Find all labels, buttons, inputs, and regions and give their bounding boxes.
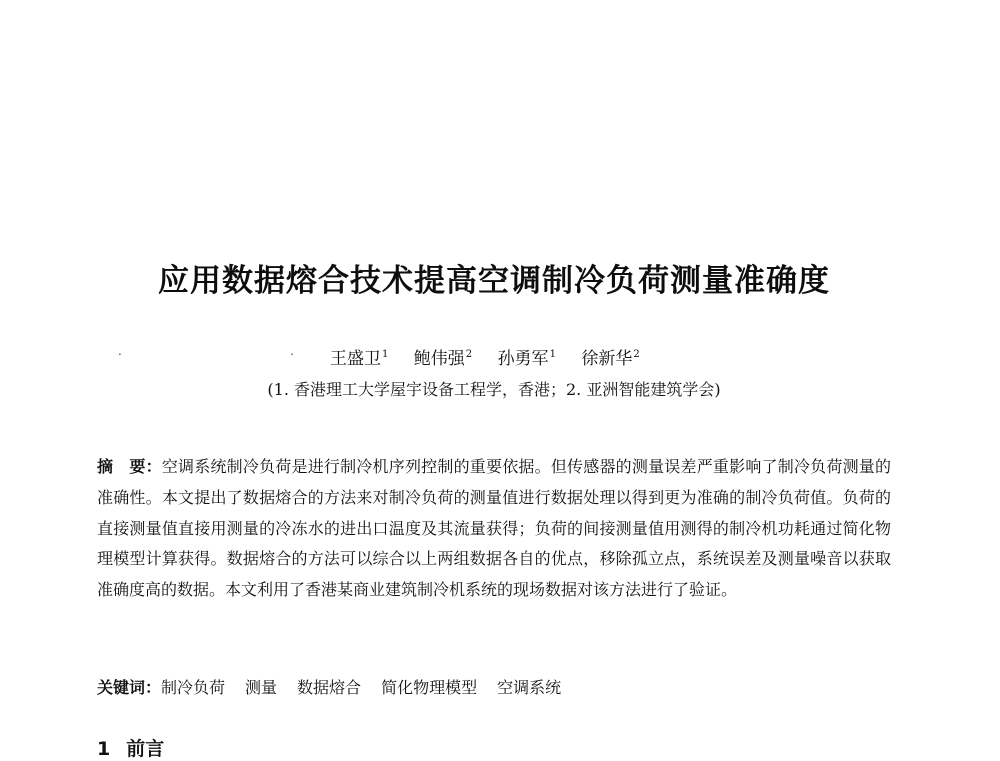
keywords-label: 关键词： [97, 678, 162, 697]
author-affiliation-mark: 2 [465, 349, 473, 361]
keyword: 测量 [245, 678, 278, 697]
author-affiliation-mark: 1 [549, 349, 556, 361]
keyword: 制冷负荷 [161, 678, 226, 697]
affiliations: (1. 香港理工大学屋宇设备工程学，香港；2. 亚洲智能建筑学会) [267, 380, 721, 399]
stray-mark: . [118, 344, 122, 358]
author [330, 349, 388, 369]
keyword: 空调系统 [497, 678, 562, 697]
keyword: 数据熔合 [297, 678, 362, 697]
stray-mark: . [290, 344, 294, 358]
abstract-text: 空调系统制冷负荷是进行制冷机序列控制的重要依据。但传感器的测量误差严重影响了制冷负荷测量的准确性。本文提出了数据熔合的方法来对制冷负荷的测量值进行数据处理以得到更为准确的制冷负荷值。负荷的直接测量值直接用测量的冷冻水的进出口温度及其流量获得；负荷的间接测量值用测得的制冷机功耗通过简化物理模型计算获得。数据熔合的方法可以综合以上两组数据各自的优点，移除孤立点，系统误差及测量噪音以获取准确度高的数据。本文利用了香港某商业建筑制冷机系统的现场数据对该方法进行了验证。 [97, 457, 891, 600]
author-affiliation-mark: 1 [382, 349, 389, 361]
keywords [97, 675, 581, 698]
author-name: 徐新华 [581, 349, 633, 369]
section-title: 前言 [126, 738, 165, 760]
author-list [330, 344, 660, 369]
author [414, 349, 472, 369]
abstract-label: 摘 要： [97, 457, 162, 476]
section-heading [97, 734, 164, 761]
author [581, 349, 639, 369]
author [498, 349, 556, 369]
paper-title: 应用数据熔合技术提高空调制冷负荷测量准确度 [158, 263, 830, 299]
section-number: 1 [97, 738, 111, 760]
author-name: 王盛卫 [330, 349, 381, 369]
author-name: 鲍伟强 [413, 349, 465, 369]
author-affiliation-mark: 2 [633, 349, 640, 361]
keyword: 简化物理模型 [381, 678, 478, 697]
author-name: 孙勇军 [497, 349, 549, 369]
abstract [97, 452, 891, 606]
